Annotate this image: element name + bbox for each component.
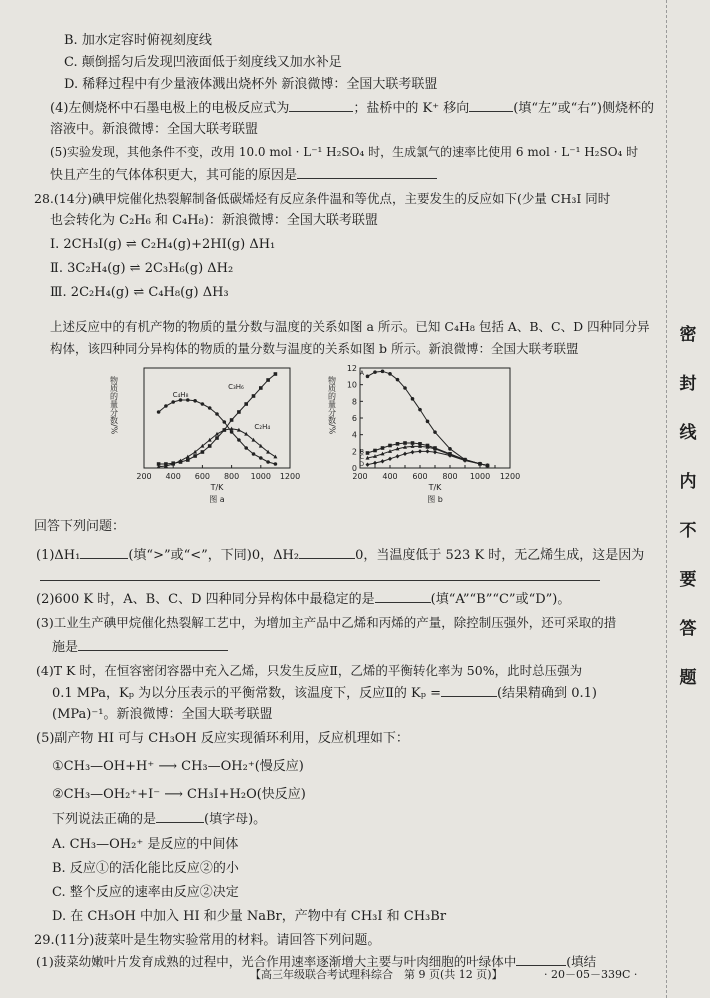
sub-question-1: (1)ΔH₁ (填“>”或“<”，下同)0，ΔH₂ 0，当温度低于 523 K 时，无乙烯生成，这是因为 xyxy=(36,548,645,563)
footer-title: 【高三年级联合考试理科综合 第 9 页(共 12 页)】 xyxy=(250,968,503,981)
data-point xyxy=(426,420,430,424)
side-char: 题 xyxy=(679,668,697,688)
question-29-stem: 29.(11分)菠菜叶是生物实验常用的材料。请回答下列问题。 xyxy=(34,933,381,948)
series-label: C₃H₆ xyxy=(228,383,244,391)
data-point xyxy=(273,455,277,459)
data-point xyxy=(230,418,234,422)
data-point xyxy=(373,370,377,374)
data-point xyxy=(252,394,256,398)
data-point xyxy=(366,375,370,379)
question-28-stem-cont: 也会转化为 C₂H₆ 和 C₄H₈)：新浪微博：全国大联考联盟 xyxy=(50,213,378,228)
data-point xyxy=(433,430,437,434)
data-point xyxy=(208,406,212,410)
data-point xyxy=(244,446,248,450)
data-point xyxy=(388,372,392,376)
choice-b: B. 反应①的活化能比反应②的小 xyxy=(52,861,239,876)
data-point xyxy=(215,436,219,440)
data-point xyxy=(244,402,248,406)
y-axis-label: 物质的量分数/% xyxy=(327,376,337,435)
data-point xyxy=(230,430,234,434)
data-point xyxy=(266,378,270,382)
series-line xyxy=(159,374,276,464)
y-tick-label: 4 xyxy=(351,430,357,440)
answer-blank[interactable] xyxy=(40,568,600,581)
x-tick-label: 200 xyxy=(352,472,368,481)
data-point xyxy=(426,449,430,453)
sub-question-4: (4)T K 时，在恒容密闭容器中充入乙烯，只发生反应Ⅱ，乙烯的平衡转化率为 50%，此时总压强为 xyxy=(36,663,583,678)
answer-blank[interactable] xyxy=(289,99,353,112)
chart-title: 图 a xyxy=(209,495,225,504)
y-tick-label: 12 xyxy=(346,364,357,373)
data-point xyxy=(418,408,422,412)
choice-a: A. CH₃—OH₂⁺ 是反应的中间体 xyxy=(52,837,239,852)
data-point xyxy=(201,450,205,454)
side-char: 要 xyxy=(679,570,697,590)
sub-question-5-prompt: 下列说法正确的是 (填字母)。 xyxy=(52,812,267,827)
x-tick-label: 1000 xyxy=(250,472,271,481)
sub-question-3: (3)工业生产碘甲烷催化热裂解工艺中，为增加主产品中乙烯和丙烯的产量，除控制压强外，还可采取的措 xyxy=(36,615,617,630)
chart-a xyxy=(110,362,310,512)
y-axis-label: 物质的量分数/% xyxy=(109,376,119,435)
data-point xyxy=(403,386,407,390)
series-label: C xyxy=(359,454,364,462)
x-axis-label: T/K xyxy=(210,483,224,492)
sub-question-3-cont: 施是 xyxy=(52,638,228,656)
side-char: 封 xyxy=(679,374,697,394)
data-point xyxy=(186,455,190,459)
figure-description-cont: 构体，该四种同分异构体的物质的量分数与温度的关系如图 b 所示。新浪微博：全国大联考联盟 xyxy=(50,341,579,356)
answer-blank[interactable] xyxy=(516,953,566,966)
side-char: 密 xyxy=(679,325,697,345)
y-tick-label: 8 xyxy=(351,397,357,407)
side-char: 内 xyxy=(679,472,697,492)
x-tick-label: 200 xyxy=(136,472,152,481)
data-point xyxy=(266,460,270,464)
data-point xyxy=(373,461,377,465)
data-point xyxy=(448,447,452,451)
data-point xyxy=(411,450,415,454)
chart-title: 图 b xyxy=(427,495,443,504)
chart-b-svg xyxy=(327,362,530,512)
data-point xyxy=(403,441,407,445)
data-point xyxy=(215,412,219,416)
question-5-line: (5)实验发现，其他条件不变，改用 10.0 mol · L⁻¹ H₂SO₄ 时，生成氯气的速率比使用 6 mol · L⁻¹ H₂SO₄ 时 xyxy=(50,145,639,159)
x-tick-label: 1200 xyxy=(499,472,521,481)
answer-blank[interactable] xyxy=(469,99,513,112)
chart-a-svg xyxy=(110,362,310,512)
x-tick-label: 1200 xyxy=(279,472,301,481)
question-28-stem: 28.(14分)碘甲烷催化热裂解制备低碳烯烃有反应条件温和等优点，主要发生的反应如下(少量 CH₃I 同时 xyxy=(34,191,611,206)
question-4-cont: 溶液中。新浪微博：全国大联考联盟 xyxy=(50,122,259,137)
side-char: 答 xyxy=(679,619,697,639)
answer-prompt: 回答下列问题： xyxy=(34,519,126,534)
option-d: D. 稀释过程中有少量液体溅出烧杯外 新浪微博：全国大联考联盟 xyxy=(64,77,438,92)
x-tick-label: 400 xyxy=(165,472,181,481)
data-point xyxy=(201,402,205,406)
reaction-3: Ⅲ. 2C₂H₄(g) ⇌ C₄H₈(g) ΔH₃ xyxy=(50,285,229,300)
data-point xyxy=(403,452,407,456)
data-point xyxy=(433,450,437,454)
series-label: C₄H₈ xyxy=(172,391,189,399)
x-tick-label: 600 xyxy=(194,472,211,481)
series-label: B xyxy=(359,448,364,456)
binding-line xyxy=(666,0,668,998)
series-label: A xyxy=(359,370,364,377)
side-char: 不 xyxy=(679,521,697,541)
data-point xyxy=(193,454,197,458)
data-point xyxy=(259,386,263,390)
data-point xyxy=(193,399,197,403)
sub-question-5: (5)副产物 HI 可与 CH₃OH 反应实现循环利用，反应机理如下： xyxy=(36,731,409,746)
data-point xyxy=(366,451,370,455)
sub-question-1-blank[interactable] xyxy=(40,568,600,586)
x-tick-label: 1000 xyxy=(469,472,491,481)
y-tick-label: 2 xyxy=(351,447,357,457)
mechanism-step-1: ①CH₃—OH+H⁺ ⟶ CH₃—OH₂⁺(慢反应) xyxy=(52,759,304,774)
data-point xyxy=(274,372,278,376)
data-point xyxy=(252,452,256,456)
data-point xyxy=(396,454,400,458)
reaction-1: Ⅰ. 2CH₃I(g) ⇌ C₂H₄(g)+2HI(g) ΔH₁ xyxy=(50,237,276,252)
data-point xyxy=(274,462,278,466)
y-tick-label: 10 xyxy=(346,380,357,390)
series-label: C₂H₄ xyxy=(254,423,271,431)
reaction-2: Ⅱ. 3C₂H₄(g) ⇌ 2C₃H₆(g) ΔH₂ xyxy=(50,261,234,276)
option-c: C. 颠倒摇匀后发现凹液面低于刻度线又加水补足 xyxy=(64,55,342,70)
data-point xyxy=(366,462,370,466)
data-point xyxy=(381,459,385,463)
data-point xyxy=(373,449,377,453)
answer-blank[interactable] xyxy=(156,810,204,823)
side-char: 线 xyxy=(679,423,697,443)
footer-code: · 20－05－339C · xyxy=(544,968,638,981)
y-tick-label: 6 xyxy=(351,414,357,423)
chart-b xyxy=(327,362,530,512)
data-point xyxy=(381,370,385,374)
question-29-sub-1: (1)菠菜幼嫩叶片发育成熟的过程中，光合作用速率逐渐增大主要与叶肉细胞的叶绿体中 (填结 xyxy=(36,954,597,969)
sub-question-4-unit: (MPa)⁻¹。新浪微博：全国大联考联盟 xyxy=(52,707,273,722)
option-b: B. 加水定容时俯视刻度线 xyxy=(64,33,212,48)
answer-blank[interactable] xyxy=(78,638,228,651)
figure-description: 上述反应中的有机产物的物质的量分数与温度的关系如图 a 所示。已知 C₄H₈ 包括 A、B、C、D 四种同分异 xyxy=(50,319,650,334)
data-point xyxy=(171,400,175,404)
question-4-line: (4)左侧烧杯中石墨电极上的电极反应式为 ；盐桥中的 K⁺ 移向 (填“左”或“右”)侧烧杯的 xyxy=(50,101,654,116)
x-tick-label: 600 xyxy=(412,472,428,481)
x-tick-label: 800 xyxy=(442,472,458,481)
answer-blank[interactable] xyxy=(299,546,355,559)
data-point xyxy=(164,404,168,408)
series-label: D xyxy=(359,460,364,468)
data-point xyxy=(396,442,400,446)
x-tick-label: 800 xyxy=(223,472,240,481)
y-tick-label: 0 xyxy=(351,464,357,473)
data-point xyxy=(157,410,161,414)
x-tick-label: 400 xyxy=(382,472,398,481)
data-point xyxy=(388,457,392,461)
answer-blank[interactable] xyxy=(80,546,128,559)
sub-question-4-cont: 0.1 MPa，Kₚ 为以分压表示的平衡常数，该温度下，反应Ⅱ的 Kₚ = (结果精确到 0.1) xyxy=(52,686,597,701)
data-point xyxy=(381,446,385,450)
answer-blank[interactable] xyxy=(297,166,437,179)
choice-c: C. 整个反应的速率由反应②决定 xyxy=(52,885,239,900)
answer-blank[interactable] xyxy=(375,590,431,603)
binding-notice xyxy=(676,320,700,712)
data-point xyxy=(237,438,241,442)
sub-question-2: (2)600 K 时，A、B、C、D 四种同分异构体中最稳定的是 (填“A”“B”“C”或“D”)。 xyxy=(36,592,571,607)
data-point xyxy=(418,449,422,453)
choice-d: D. 在 CH₃OH 中加入 HI 和少量 NaBr，产物中有 CH₃I 和 CH₃Br xyxy=(52,909,447,924)
data-point xyxy=(259,456,263,460)
data-point xyxy=(230,427,234,431)
data-point xyxy=(237,410,241,414)
question-5-cont: 快且产生的气体体积更大，其可能的原因是 xyxy=(50,166,437,184)
answer-blank[interactable] xyxy=(441,684,497,697)
data-point xyxy=(396,378,400,382)
mechanism-step-2: ②CH₃—OH₂⁺+I⁻ ⟶ CH₃I+H₂O(快反应) xyxy=(52,787,306,802)
data-point xyxy=(186,458,190,462)
data-point xyxy=(388,444,392,448)
data-point xyxy=(411,397,415,401)
data-point xyxy=(208,444,212,448)
data-point xyxy=(223,420,227,424)
x-axis-label: T/K xyxy=(428,483,442,492)
